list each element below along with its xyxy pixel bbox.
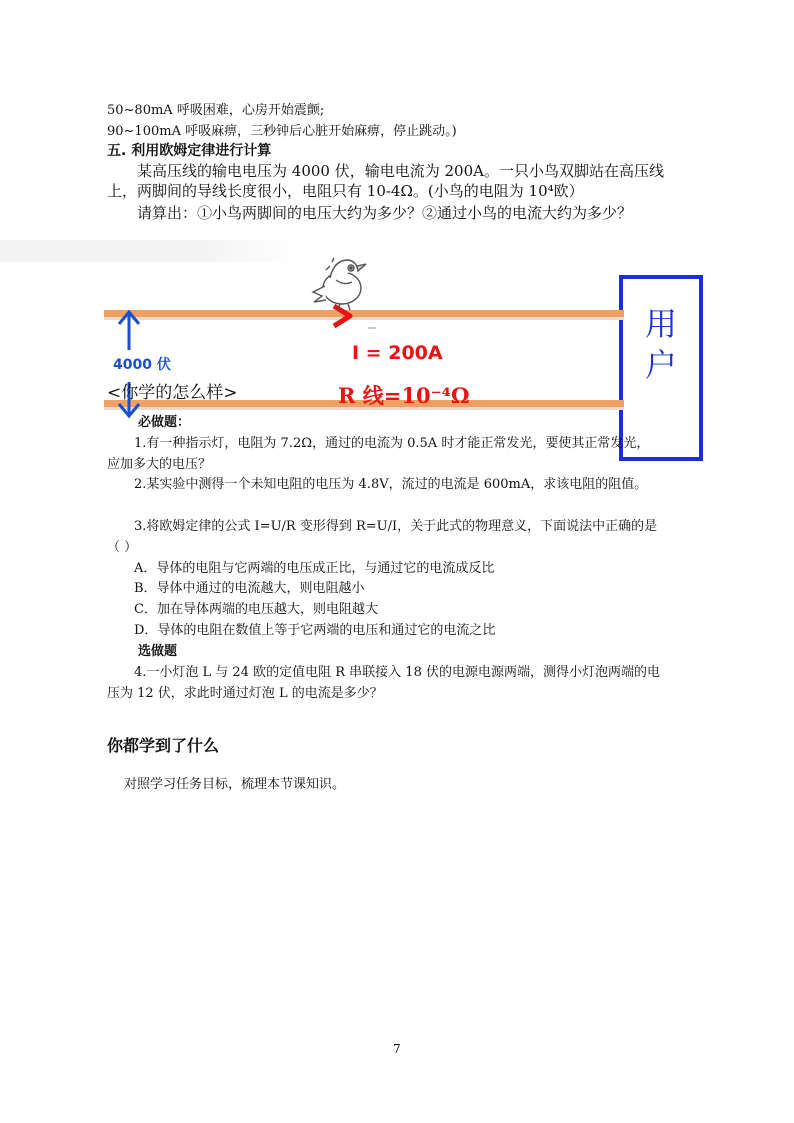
optional-title: 选做题 — [138, 644, 178, 659]
voltage-label: 4000 伏 — [113, 357, 171, 373]
question-3-line-1: 3.将欧姆定律的公式 I=U/R 变形得到 R=U/I，关于此式的物理意义，下面说法中正确的是 — [134, 519, 658, 534]
user-label-top: 用 — [645, 305, 678, 343]
question-1-line-1: 1.有一种指示灯，电阻为 7.2Ω，通过的电流为 0.5A 时才能正常发光，要使其正常发光， — [134, 436, 650, 451]
intro-line-2: 90~100mA 呼吸麻痹，三秒钟后心脏开始麻痹，停止跳动。) — [107, 124, 457, 139]
option-c: C．加在导体两端的电压越大，则电阻越大 — [134, 602, 378, 617]
current-label: I = 200A — [352, 342, 443, 364]
problem-paragraph-line-2: 上，两脚间的导线长度很小，电阻只有 10-4Ω。(小鸟的电阻为 10⁴欧） — [107, 182, 584, 200]
intro-line-1: 50~80mA 呼吸困难，心房开始震颤; — [107, 103, 325, 118]
section-heading: 五. 利用欧姆定律进行计算 — [107, 143, 272, 159]
upper-wire — [104, 310, 624, 320]
question-4-line-1: 4.一小灯泡 L 与 24 欧的定值电阻 R 串联接入 18 伏的电源电源两端，测得小灯泡两端的电 — [134, 665, 660, 680]
page-number: 7 — [393, 1042, 401, 1056]
summary-heading: 你都学到了什么 — [107, 736, 220, 755]
required-title: 必做题： — [138, 415, 191, 430]
option-a: A．导体的电阻与它两端的电压成正比，与通过它的电流成反比 — [134, 561, 495, 576]
practice-header: <你学的怎么样> — [107, 383, 238, 403]
question-1-line-2: 应加多大的电压？ — [107, 457, 212, 472]
problem-paragraph-line-1: 某高压线的输电电压为 4000 伏，输电电流为 200A。一只小鸟双脚站在高压线 — [137, 162, 664, 180]
option-d: D．导体的电阻在数值上等于它两端的电压和通过它的电流之比 — [134, 623, 496, 638]
user-label-bottom: 户 — [645, 346, 678, 384]
resistance-label: R 线=10⁻⁴Ω — [338, 383, 470, 408]
bird-icon — [313, 258, 366, 310]
option-b: B．导体中通过的电流越大，则电阻越小 — [134, 581, 365, 596]
summary-text: 对照学习任务目标，梳理本节课知识。 — [124, 777, 346, 792]
question-4-line-2: 压为 12 伏，求此时通过灯泡 L 的电流是多少？ — [107, 686, 383, 701]
problem-question: 请算出：①小鸟两脚间的电压大约为多少？②通过小鸟的电流大约为多少？ — [137, 204, 633, 222]
question-3-line-2: （ ） — [107, 540, 138, 555]
question-2: 2.某实验中测得一个未知电阻的电压为 4.8V，流过的电流是 600mA，求该电阻的阻值。 — [134, 477, 648, 492]
